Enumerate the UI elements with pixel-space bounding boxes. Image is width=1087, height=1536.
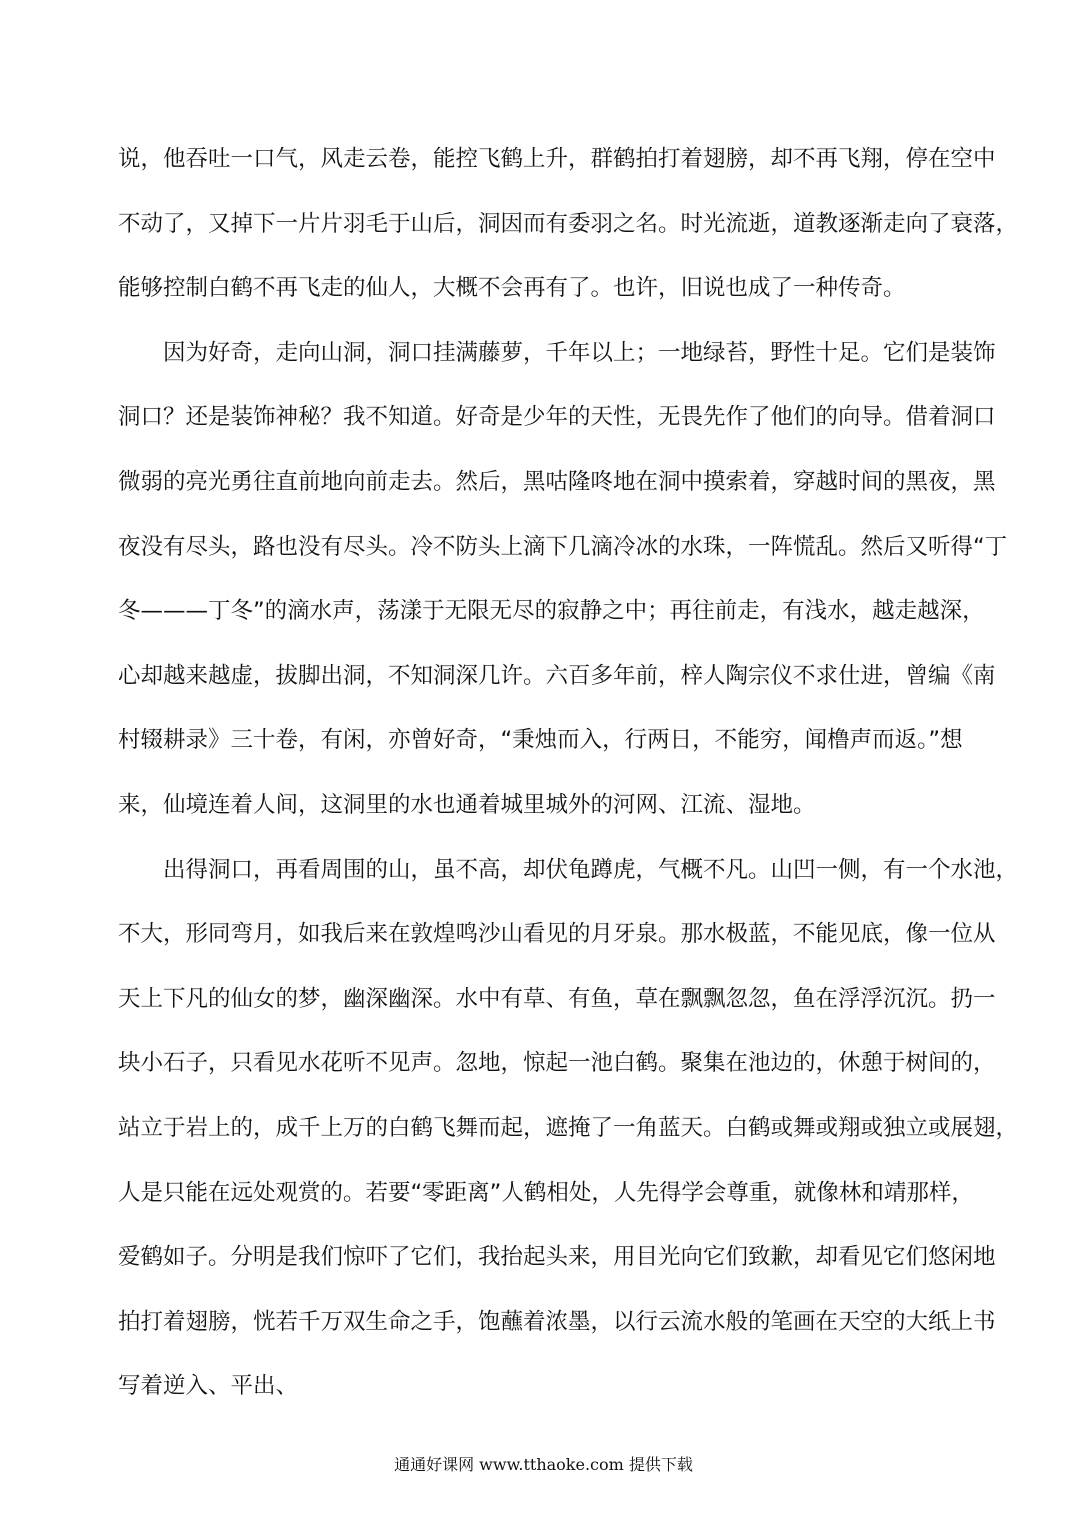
text-line: 人是只能在远处观赏的。若要“零距离”人鹤相处，人先得学会尊重，就像林和靖那样， <box>118 1179 974 1206</box>
text-line: 微弱的亮光勇往直前地向前走去。然后，黑咕隆咚地在洞中摸索着，穿越时间的黑夜，黑 <box>118 468 996 495</box>
page-footer: 通通好课网 www.tthaoke.com 提供下载 <box>394 1455 693 1474</box>
text-line: 冬———丁冬”的滴水声，荡漾于无限无尽的寂静之中；再往前走，有浅水，越走越深， <box>118 598 985 625</box>
text-line: 说，他吞吐一口气，风走云卷，能控飞鹤上升，群鹤拍打着翅膀，却不再飞翔，停在空中 <box>118 146 996 172</box>
text-line: 块小石子，只看见水花听不见声。忽地，惊起一池白鹤。聚集在池边的，休憩于树间的， <box>118 1050 996 1077</box>
text-line: 天上下凡的仙女的梦，幽深幽深。水中有草、有鱼，草在飘飘忽忽，鱼在浮浮沉沉。扔一 <box>118 985 996 1012</box>
text-line: 来，仙境连着人间，这洞里的水也通着城里城外的河网、江流、湿地。 <box>118 791 816 818</box>
text-line: 站立于岩上的，成千上万的白鹤飞舞而起，遮掩了一角蓝天。白鹤或舞或翔或独立或展翅， <box>118 1114 1019 1141</box>
text-line: 村辍耕录》三十卷，有闲，亦曾好奇，“秉烛而入，行两日，不能穷，闻橹声而返。”想 <box>118 727 963 754</box>
text-line: 写着逆入、平出、 <box>118 1373 299 1400</box>
text-line: 洞口？还是装饰神秘？我不知道。好奇是少年的天性，无畏先作了他们的向导。借着洞口 <box>118 404 996 431</box>
body-text <box>118 127 1019 1419</box>
text-line: 出得洞口，再看周围的山，虽不高，却伏龟蹲虎，气概不凡。山凹一侧，有一个水池， <box>118 856 1019 883</box>
text-line: 因为好奇，走向山洞，洞口挂满藤萝，千年以上；一地绿苔，野性十足。它们是装饰 <box>118 339 996 366</box>
text-line: 不大，形同弯月，如我后来在敦煌鸣沙山看见的月牙泉。那水极蓝，不能见底，像一位从 <box>118 921 996 948</box>
text-line: 能够控制白鹤不再飞走的仙人，大概不会再有了。也许，旧说也成了一种传奇。 <box>118 275 906 302</box>
text-line: 心却越来越虚，拔脚出洞，不知洞深几许。六百多年前，梓人陶宗仪不求仕进，曾编《南 <box>118 662 996 689</box>
text-line: 拍打着翅膀，恍若千万双生命之手，饱蘸着浓墨，以行云流水般的笔画在天空的大纸上书 <box>118 1308 996 1335</box>
text-line: 夜没有尽头，路也没有尽头。冷不防头上滴下几滴冷冰的水珠，一阵慌乱。然后又听得“丁 <box>118 533 1008 560</box>
text-line: 不动了，又掉下一片片羽毛于山后，洞因而有委羽之名。时光流逝，道教逐渐走向了衰落， <box>118 210 1019 237</box>
text-line: 爱鹤如子。分明是我们惊吓了它们，我抬起头来，用目光向它们致歉，却看见它们悠闲地 <box>118 1244 996 1271</box>
